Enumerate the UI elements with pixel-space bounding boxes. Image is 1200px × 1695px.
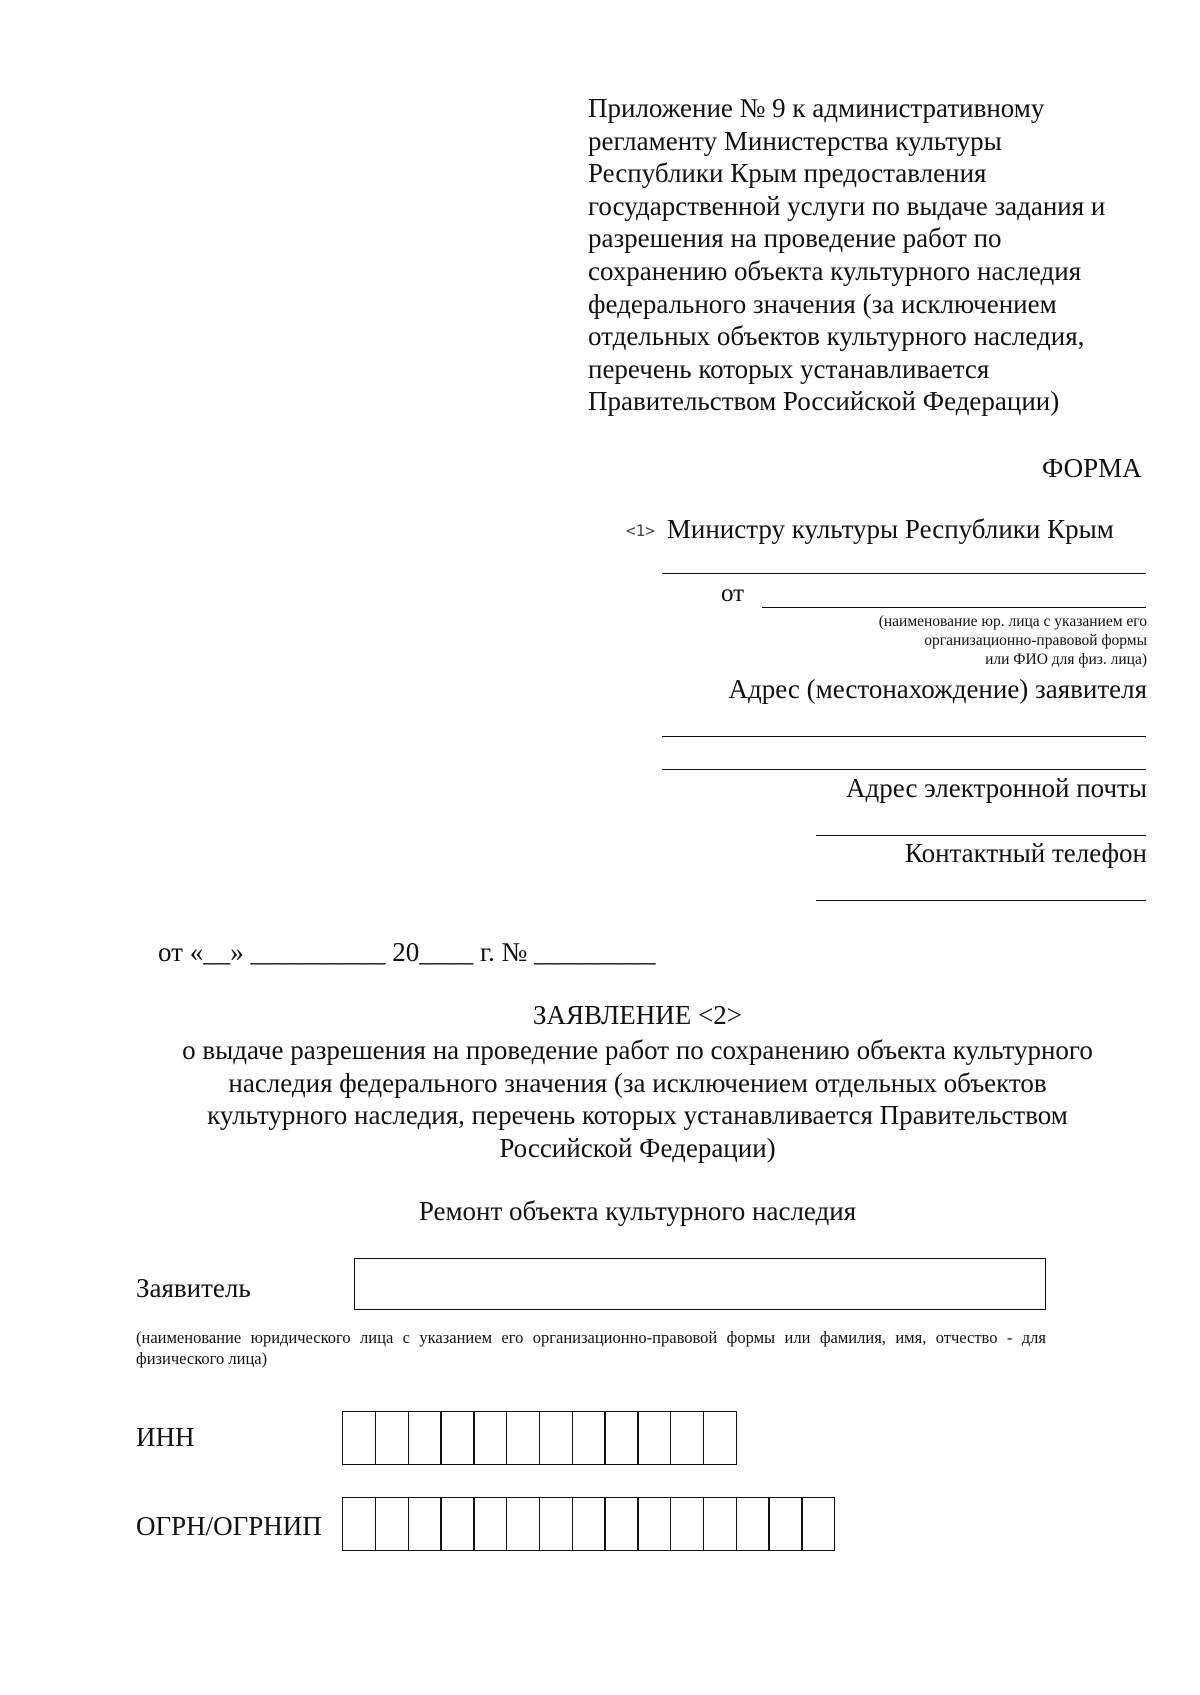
ogrn-digit-cell[interactable] [440, 1497, 474, 1551]
work-type: Ремонт объекта культурного наследия [418, 1196, 857, 1226]
inn-digit-cell[interactable] [506, 1411, 540, 1465]
address-label: Адрес (местонахождение) заявителя [728, 674, 1147, 704]
ogrn-label: ОГРН/ОГРНИП [136, 1511, 322, 1541]
from-caption [747, 612, 1147, 669]
ogrn-digit-cell[interactable] [506, 1497, 540, 1551]
ogrn-digit-cell[interactable] [703, 1497, 737, 1551]
address-blank-line-1[interactable] [662, 736, 1146, 737]
appendix-line: разрешения на проведение работ по [588, 223, 1002, 254]
applicant-input[interactable] [354, 1258, 1046, 1310]
email-label: Адрес электронной почты [846, 773, 1147, 803]
appendix-line: сохранению объекта культурного наследия [588, 255, 1082, 286]
ogrn-digit-cell[interactable] [408, 1497, 442, 1551]
inn-label: ИНН [136, 1422, 195, 1452]
appendix-line: Приложение № 9 к административному [588, 93, 1045, 123]
inn-digit-cell[interactable] [440, 1411, 474, 1465]
statement-title: ЗАЯВЛЕНИЕ <2> [532, 1000, 742, 1030]
ogrn-digit-cell[interactable] [342, 1497, 376, 1551]
inn-digit-cell[interactable] [670, 1411, 704, 1465]
appendix-line: отдельных объектов культурного наследия, [588, 321, 1085, 352]
subtitle-line: культурного наследия, перечень которых устанавливается Правительством [207, 1100, 1068, 1130]
email-blank-line[interactable] [816, 835, 1146, 836]
footnote-ref: <1> [626, 521, 655, 540]
appendix-line: Республики Крым предоставления [588, 158, 987, 189]
inn-digit-cell[interactable] [604, 1411, 638, 1465]
appendix-line: регламенту Министерства культуры [588, 125, 1002, 156]
inn-digit-cell[interactable] [539, 1411, 573, 1465]
recipient-line [626, 514, 1114, 545]
ogrn-cells [342, 1497, 834, 1551]
statement-subtitle [100, 1034, 1175, 1164]
ogrn-digit-cell[interactable] [539, 1497, 573, 1551]
ogrn-digit-cell[interactable] [572, 1497, 606, 1551]
from-label: от [721, 580, 745, 607]
inn-digit-cell[interactable] [572, 1411, 606, 1465]
date-number-line: от «__» __________ 20____ г. № _________ [158, 937, 656, 967]
ogrn-digit-cell[interactable] [637, 1497, 671, 1551]
inn-digit-cell[interactable] [637, 1411, 671, 1465]
appendix-line: федерального значения (за исключением [588, 288, 1057, 319]
ogrn-digit-cell[interactable] [473, 1497, 507, 1551]
inn-digit-cell[interactable] [375, 1411, 409, 1465]
form-label: ФОРМА [1042, 453, 1142, 483]
ogrn-digit-cell[interactable] [375, 1497, 409, 1551]
appendix-header [588, 92, 1148, 418]
appendix-line: государственной услуги по выдаче задания и [588, 190, 1106, 221]
inn-cells [342, 1411, 736, 1465]
ogrn-digit-cell[interactable] [801, 1497, 835, 1551]
ogrn-digit-cell[interactable] [604, 1497, 638, 1551]
appendix-line: перечень которых устанавливается [588, 353, 990, 384]
address-blank-line-2[interactable] [662, 769, 1146, 770]
recipient-text: Министру культуры Республики Крым [666, 514, 1114, 544]
subtitle-line: наследия федерального значения (за исключением отдельных объектов [228, 1067, 1047, 1098]
inn-digit-cell[interactable] [342, 1411, 376, 1465]
caption-line: или ФИО для физ. лица) [985, 651, 1147, 668]
ogrn-digit-cell[interactable] [768, 1497, 802, 1551]
phone-blank-line[interactable] [816, 900, 1146, 901]
applicant-caption: (наименование юридического лица с указанием его организационно-правовой формы или фамилия, имя, отчество - для физического лица) [136, 1328, 1046, 1368]
from-blank-line[interactable] [762, 607, 1146, 608]
recipient-blank-line[interactable] [662, 573, 1146, 574]
inn-digit-cell[interactable] [703, 1411, 737, 1465]
caption-line: организационно-правовой формы [924, 632, 1147, 649]
inn-digit-cell[interactable] [408, 1411, 442, 1465]
subtitle-line: о выдаче разрешения на проведение работ по сохранению объекта культурного [182, 1035, 1093, 1065]
subtitle-line: Российской Федерации) [499, 1132, 776, 1163]
applicant-label: Заявитель [136, 1273, 251, 1303]
ogrn-digit-cell[interactable] [670, 1497, 704, 1551]
phone-label: Контактный телефон [904, 838, 1147, 868]
inn-digit-cell[interactable] [473, 1411, 507, 1465]
appendix-line: Правительством Российской Федерации) [588, 386, 1060, 417]
caption-line: (наименование юр. лица с указанием его [878, 613, 1147, 630]
ogrn-digit-cell[interactable] [736, 1497, 770, 1551]
